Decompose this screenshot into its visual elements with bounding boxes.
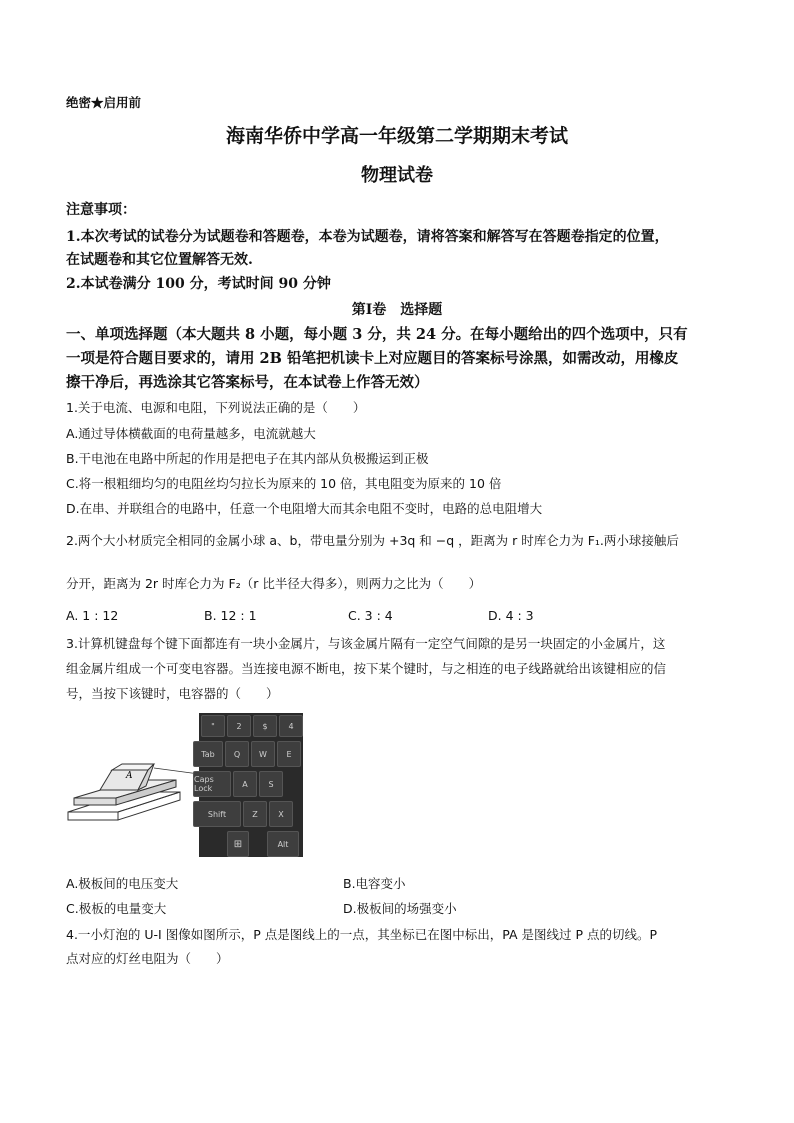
keyboard-key: W <box>251 741 275 767</box>
keyboard-key: Shift <box>193 801 241 827</box>
q2-stem-line-1: 2.两个大小材质完全相同的金属小球 a、b，带电量分别为 +3q 和 −q ，距离为 r 时库仑力为 F₁.两小球接触后 <box>66 533 679 548</box>
q2-option-a: A. 1 : 12 <box>66 608 119 623</box>
windows-key-icon: ⊞ <box>227 831 249 857</box>
keyboard-key: Alt <box>267 831 299 857</box>
q1-option-d: D.在串、并联组合的电路中，任意一个电阻增大而其余电阻不变时，电路的总电阻增大 <box>66 501 543 516</box>
q3-option-d: D.极板间的场强变小 <box>343 901 457 916</box>
q3-stem-line-3: 号，当按下该键时，电容器的（ ） <box>66 686 279 701</box>
exam-subtitle: 物理试卷 <box>361 165 433 186</box>
keyboard-photo <box>194 713 303 857</box>
confidential-label: 绝密★启用前 <box>66 95 142 110</box>
note-line-2: 在试题卷和其它位置解答无效. <box>66 252 253 268</box>
q1-stem: 1.关于电流、电源和电阻，下列说法正确的是（ ） <box>66 400 366 415</box>
q4-stem-line-1: 4.一小灯泡的 U-I 图像如图所示，P 点是图线上的一点，其坐标已在图中标出，PA 是图线过 P 点的切线。P <box>66 927 658 942</box>
q2-stem-line-2: 分开，距离为 2r 时库仑力为 F₂（r 比半径大得多），则两力之比为（ ） <box>66 576 482 591</box>
key-label: A <box>126 771 133 781</box>
note-line-1: 1.本次考试的试卷分为试题卷和答题卷，本卷为试题卷，请将答案和解答写在答题卷指定的位置， <box>66 229 669 245</box>
q3-stem-line-2: 组金属片组成一个可变电容器。当连接电源不断电，按下某个键时，与之相连的电子线路就给出该键相应的信 <box>66 661 667 676</box>
part1-instructions-line-3: 擦干净后，再选涂其它答案标号，在本试卷上作答无效） <box>66 374 429 391</box>
keyboard-key: A <box>233 771 257 797</box>
keyboard-key: Q <box>225 741 249 767</box>
keyboard-key: $ <box>253 715 277 737</box>
keyboard-key: X <box>269 801 293 827</box>
q3-option-b: B.电容变小 <box>343 876 406 891</box>
exam-title: 海南华侨中学高一年级第二学期期末考试 <box>225 125 568 147</box>
keyboard-key: " <box>201 715 225 737</box>
q3-option-c: C.极板的电量变大 <box>66 901 167 916</box>
keyboard-key: Caps Lock <box>193 771 231 797</box>
keyboard-key: 2 <box>227 715 251 737</box>
q1-option-c: C.将一根粗细均匀的电阻丝均匀拉长为原来的 10 倍，其电阻变为原来的 10 倍 <box>66 476 502 491</box>
keyboard-key: 4 <box>279 715 303 737</box>
section-heading: 第Ⅰ卷 选择题 <box>351 302 443 318</box>
part1-instructions-line-1: 一、单项选择题（本大题共 8 小题，每小题 3 分，共 24 分。在每小题给出的四个选项中，只有 <box>66 326 688 343</box>
q2-option-d: D. 4 : 3 <box>488 608 534 623</box>
keyboard-key: E <box>277 741 301 767</box>
q3-option-a: A.极板间的电压变大 <box>66 876 179 891</box>
note-line-3: 2.本试卷满分 100 分，考试时间 90 分钟 <box>66 276 331 292</box>
q2-option-c: C. 3 : 4 <box>348 608 393 623</box>
key-capacitor-diagram <box>64 750 214 840</box>
keyboard-key: Tab <box>193 741 223 767</box>
q1-option-a: A.通过导体横截面的电荷量越多，电流就越大 <box>66 426 316 441</box>
notes-heading: 注意事项： <box>66 202 136 218</box>
keyboard-key: S <box>259 771 283 797</box>
part1-instructions-line-2: 一项是符合题目要求的，请用 2B 铅笔把机读卡上对应题目的答案标号涂黑，如需改动，用橡皮 <box>66 350 679 367</box>
q1-option-b: B.干电池在电路中所起的作用是把电子在其内部从负极搬运到正极 <box>66 451 429 466</box>
keyboard-key: Z <box>243 801 267 827</box>
q4-stem-line-2: 点对应的灯丝电阻为（ ） <box>66 951 229 966</box>
q2-option-b: B. 12 : 1 <box>204 608 257 623</box>
q3-stem-line-1: 3.计算机键盘每个键下面都连有一块小金属片，与该金属片隔有一定空气间隙的是另一块固定的小金属片，这 <box>66 636 666 651</box>
